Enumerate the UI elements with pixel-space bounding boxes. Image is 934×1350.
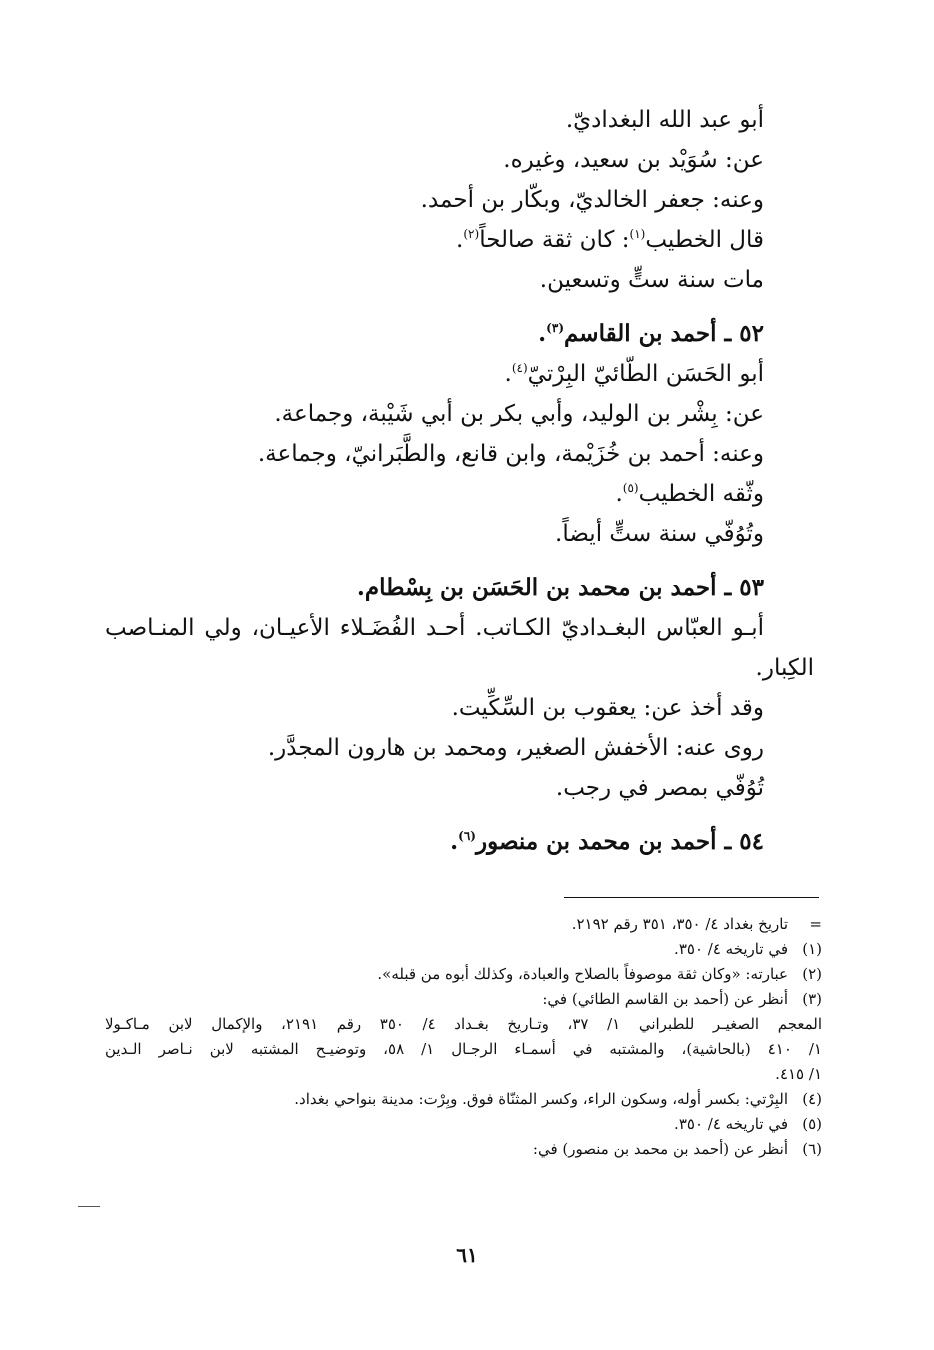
footnote-ref[interactable]: (٦)	[458, 829, 476, 843]
footnote-text: في تاريخه ٤/ ٣٥٠.	[674, 1115, 788, 1133]
entry-title: ٥٤ ـ أحمد بن محمد بن منصور	[475, 828, 764, 855]
entry-title: ٥٢ ـ أحمد بن القاسم	[564, 320, 764, 347]
main-text	[105, 100, 814, 862]
footnote-ref[interactable]: (٢)	[463, 227, 480, 241]
footnote	[105, 1087, 822, 1112]
footnote	[105, 1112, 822, 1137]
footnote	[105, 1137, 822, 1162]
text-fragment: .	[538, 320, 547, 347]
footnote-text: ١/ ٤١٥.	[775, 1065, 822, 1083]
footnote	[105, 962, 822, 987]
footnote-number: (٢)	[802, 965, 822, 983]
text-fragment: أبو الحَسَن الطّائيّ البِرْتيّ	[527, 361, 764, 387]
text-line: عن: بِشْر بن الوليد، وأبي بكر بن أبي شَيْبة، وجماعة.	[274, 401, 764, 427]
text-fragment: .	[456, 227, 464, 253]
footnote-text: المعجم الصغيـر للطبراني ١/ ٣٧، وتـاريخ بغـداد ٤/ ٣٥٠ رقم ٢١٩١، والإكمال لابن مـاكـولا	[105, 1015, 823, 1033]
text-line: أبو عبد الله البغداديّ.	[565, 107, 764, 133]
footnote-text: في تاريخه ٤/ ٣٥٠.	[674, 940, 788, 958]
text-line: روى عنه: الأخفش الصغير، ومحمد بن هارون المجدَّر.	[267, 735, 764, 761]
text-fragment: وثّقه الخطيب	[638, 481, 764, 507]
footnote-number: (٥)	[802, 1115, 822, 1133]
text-fragment: قال الخطيب	[645, 227, 764, 253]
footnote	[105, 912, 822, 937]
footnote	[105, 937, 822, 962]
text-line	[105, 474, 764, 514]
text-line: مات سنة ستٍّ وتسعين.	[539, 267, 764, 293]
text-line	[105, 220, 764, 260]
footnote-ref[interactable]: (١)	[629, 227, 646, 241]
footnote-number: (١)	[802, 940, 822, 958]
text-line: وعنه: أحمد بن خُزَيْمة، وابن قانع، والطَّبَرانيّ، وجماعة.	[257, 441, 764, 467]
entry-heading	[105, 822, 764, 862]
text-line: وتُوُفّي سنة ستٍّ أيضاً.	[555, 521, 764, 547]
footnote-number: (٤)	[802, 1090, 822, 1108]
text-line: عن: سُوَيْد بن سعيد، وغيره.	[503, 147, 764, 173]
footnote-number: =	[809, 915, 822, 933]
footnote-text: عبارته: «وكان ثقة موصوفاً بالصلاح والعبادة، وكذلك أبوه من قبله».	[377, 965, 788, 983]
text-fragment: .	[615, 481, 623, 507]
footnote	[105, 987, 822, 1012]
footnote-text: أنظر عن (أحمد بن القاسم الطائي) في:	[542, 990, 788, 1008]
text-line: الكِبار.	[755, 655, 814, 681]
footnote-text: أنظر عن (أحمد بن محمد بن منصور) في:	[532, 1140, 788, 1158]
footnote-number: (٦)	[802, 1140, 822, 1158]
text-line: تُوُفّي بمصر في رجب.	[555, 775, 764, 801]
text-line: وقد أخذ عن: يعقوب بن السِّكِّيت.	[451, 695, 764, 721]
entry-heading	[105, 314, 764, 354]
text-fragment: .	[504, 361, 512, 387]
footnotes	[105, 912, 822, 1162]
entry-heading: ٥٣ ـ أحمد بن محمد بن الحَسَن بن بِسْطام.	[356, 574, 764, 601]
footnote-divider	[564, 897, 819, 898]
footnote-text: تاريخ بغداد ٤/ ٣٥٠، ٣٥١ رقم ٢١٩٢.	[571, 915, 788, 933]
footnote-ref[interactable]: (٤)	[511, 361, 528, 375]
page-number: ٦١	[456, 1243, 478, 1267]
footnote-ref[interactable]: (٥)	[622, 481, 639, 495]
footnote-ref[interactable]: (٣)	[546, 321, 564, 335]
text-fragment: : كان ثقة صالحاً	[479, 227, 630, 253]
footnote-text: البِرْتي: بكسر أوله، وسكون الراء، وكسر المثنّاة فوق. وبِرْت: مدينة بنواحي بغداد.	[294, 1090, 788, 1108]
text-fragment: .	[450, 828, 459, 855]
footnote-text: ١/ ٤١٠ (بالحاشية)، والمشتبه في أسمـاء الرجـال ١/ ٥٨، وتوضيـح المشتبه لابن نـاصر الـدين	[105, 1040, 822, 1058]
footnote-number: (٣)	[802, 990, 822, 1008]
text-line	[105, 354, 764, 394]
text-line: أبـو العبّاس البغـداديّ الكـاتب. أحـد الفُضَـلاء الأعيـان، ولي المنـاصب	[105, 615, 764, 641]
scan-mark	[78, 1206, 100, 1207]
text-line: وعنه: جعفر الخالديّ، وبكّار بن أحمد.	[420, 187, 764, 213]
